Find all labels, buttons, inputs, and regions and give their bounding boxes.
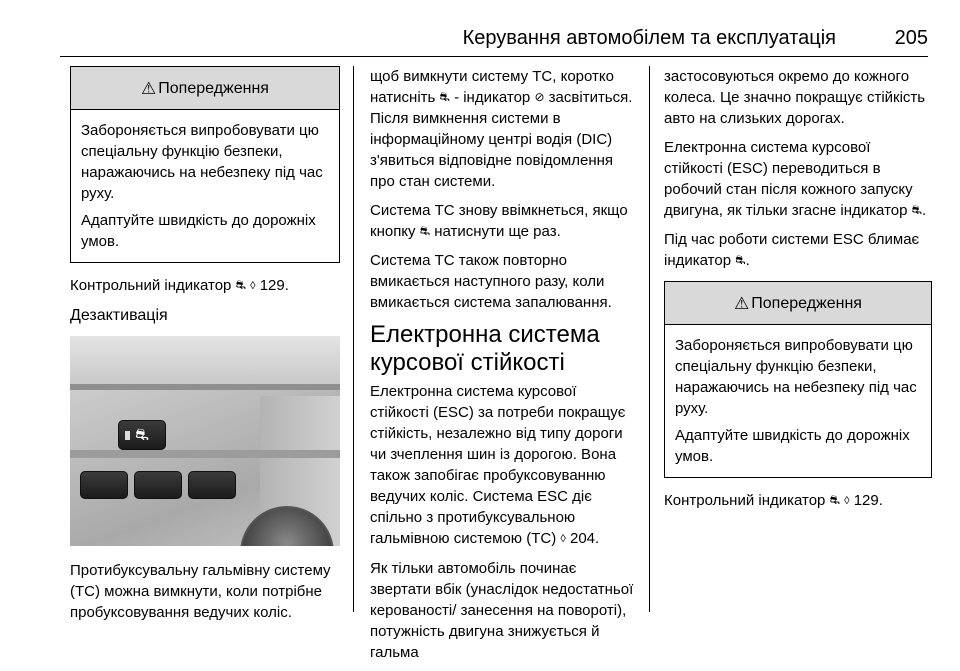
page-ref[interactable]: 129. — [853, 492, 883, 509]
page-ref-icon: ◊ — [560, 533, 566, 545]
page-ref-icon: ◊ — [844, 495, 850, 507]
button-led — [125, 431, 130, 440]
paragraph: застосовуються окремо до кожного колеса. Це значно покращує стійкість авто на слизьких дорогах. — [664, 68, 926, 127]
warning-text-2: Адаптуйте швидкість до дорожніх умов. — [675, 427, 910, 465]
warning-icon: ⚠ — [141, 78, 157, 98]
text-run: натиснути ще раз. — [434, 223, 561, 240]
tc-indicator-icon: ⛐ — [911, 203, 922, 217]
page-ref[interactable]: 129. — [259, 277, 289, 294]
text-run: Електронна система курсової стійкості (ESC) за потреби покращує стійкість, незалежно від типу дороги чи зчеплення шин із дорогою. Вона також запобігає пробуксовуванню ведучих коліс. Система ESC діє спільно з протибуксувальною гальмівною системою (TC) — [370, 383, 626, 547]
warning-text-2: Адаптуйте швидкість до дорожніх умов. — [81, 212, 316, 250]
tc-indicator-icon: ⛐ — [829, 493, 840, 507]
page-header-title: Керування автомобілем та експлуатація — [462, 27, 836, 49]
dashboard-photo — [70, 336, 340, 546]
page-number: 205 — [894, 27, 928, 49]
photo-ridge — [70, 384, 340, 390]
tc-off-indicator-icon: ⊘ — [534, 90, 545, 104]
photo-panel-top — [70, 336, 340, 384]
deactivation-heading: Дезактивація — [70, 307, 168, 324]
text-run: щоб вимкнути систему TC, коротко натисніть — [370, 68, 614, 106]
paragraph — [370, 200, 636, 242]
column-divider-2 — [649, 66, 650, 612]
paragraph: Під час роботи системи ESC блимає індикатор ⛐. — [664, 231, 920, 269]
indicator-reference — [70, 275, 340, 297]
warning-body — [71, 110, 339, 262]
warning-title: Попередження — [158, 79, 269, 97]
tc-indicator-icon: ⛐ — [419, 224, 431, 238]
indicator-label: Контрольний індикатор — [70, 277, 232, 294]
indicator-label: Контрольний індикатор — [664, 492, 826, 509]
text-run: засвітиться. Після вимкнення системи в інформаційному центрі водія (DIC) з'явиться відповідне повідомлення про стан системи. — [370, 89, 633, 190]
photo-button — [188, 471, 236, 499]
deactivation-text: Протибуксувальну гальмівну систему (TC) можна вимкнути, коли потрібне пробуксовування ведучих коліс. — [70, 562, 331, 621]
page-header — [60, 0, 928, 54]
paragraph — [370, 66, 636, 192]
paragraph — [370, 381, 636, 550]
warning-icon: ⚠ — [734, 293, 750, 313]
traction-control-car-icon: ⛐ — [135, 426, 149, 444]
tc-indicator-icon: ⛐ — [735, 253, 746, 267]
column-3 — [664, 66, 932, 520]
esc-section-heading: Електронна система курсової стійкості — [370, 321, 600, 376]
warning-box — [664, 281, 932, 478]
warning-header — [71, 67, 339, 110]
paragraph: Електронна система курсової стійкості (ESC) переводиться в робочий стан після кожного запуску двигуна, як тільки згасне індикатор ⛐. — [664, 139, 927, 219]
header-rule — [60, 56, 928, 57]
text-run: Електронна система курсової стійкості (ESC) переводиться в робочий стан після кожного запуску двигуна, як тільки згасне індикатор — [664, 139, 913, 219]
photo-strip — [70, 450, 340, 458]
warning-box — [70, 66, 340, 263]
text-run: Система TC знову ввімкнеться, якщо кнопку — [370, 202, 628, 240]
column-1 — [70, 66, 340, 631]
paragraph: Система TC також повторно вмикається наступного разу, коли вмикається система запалювання. — [370, 252, 612, 311]
photo-button — [80, 471, 128, 499]
warning-header — [665, 282, 931, 325]
column-2 — [370, 66, 636, 671]
text-run: Під час роботи системи ESC блимає індикатор — [664, 231, 920, 269]
tc-button — [118, 420, 166, 450]
indicator-reference — [664, 490, 932, 512]
paragraph: Як тільки автомобіль починає звертати вбік (унаслідок недостатньої керованості/ занесення на повороті), потужність двигуна знижується й гальма — [370, 560, 634, 661]
column-divider-1 — [353, 66, 354, 612]
tc-indicator-icon: ⛐ — [439, 90, 450, 104]
warning-text: Забороняється випробовувати цю спеціальну функцію безпеки, наражаючись на небезпеку під час руху. — [675, 337, 917, 417]
text-run: - індикатор — [454, 89, 531, 106]
photo-button — [134, 471, 182, 499]
warning-text: Забороняється випробовувати цю спеціальну функцію безпеки, наражаючись на небезпеку під час руху. — [81, 122, 323, 202]
warning-body — [665, 325, 931, 477]
warning-title: Попередження — [751, 294, 862, 312]
page-ref-icon: ◊ — [250, 280, 256, 292]
tc-indicator-icon: ⛐ — [235, 278, 246, 292]
page-ref[interactable]: 204. — [569, 530, 600, 547]
